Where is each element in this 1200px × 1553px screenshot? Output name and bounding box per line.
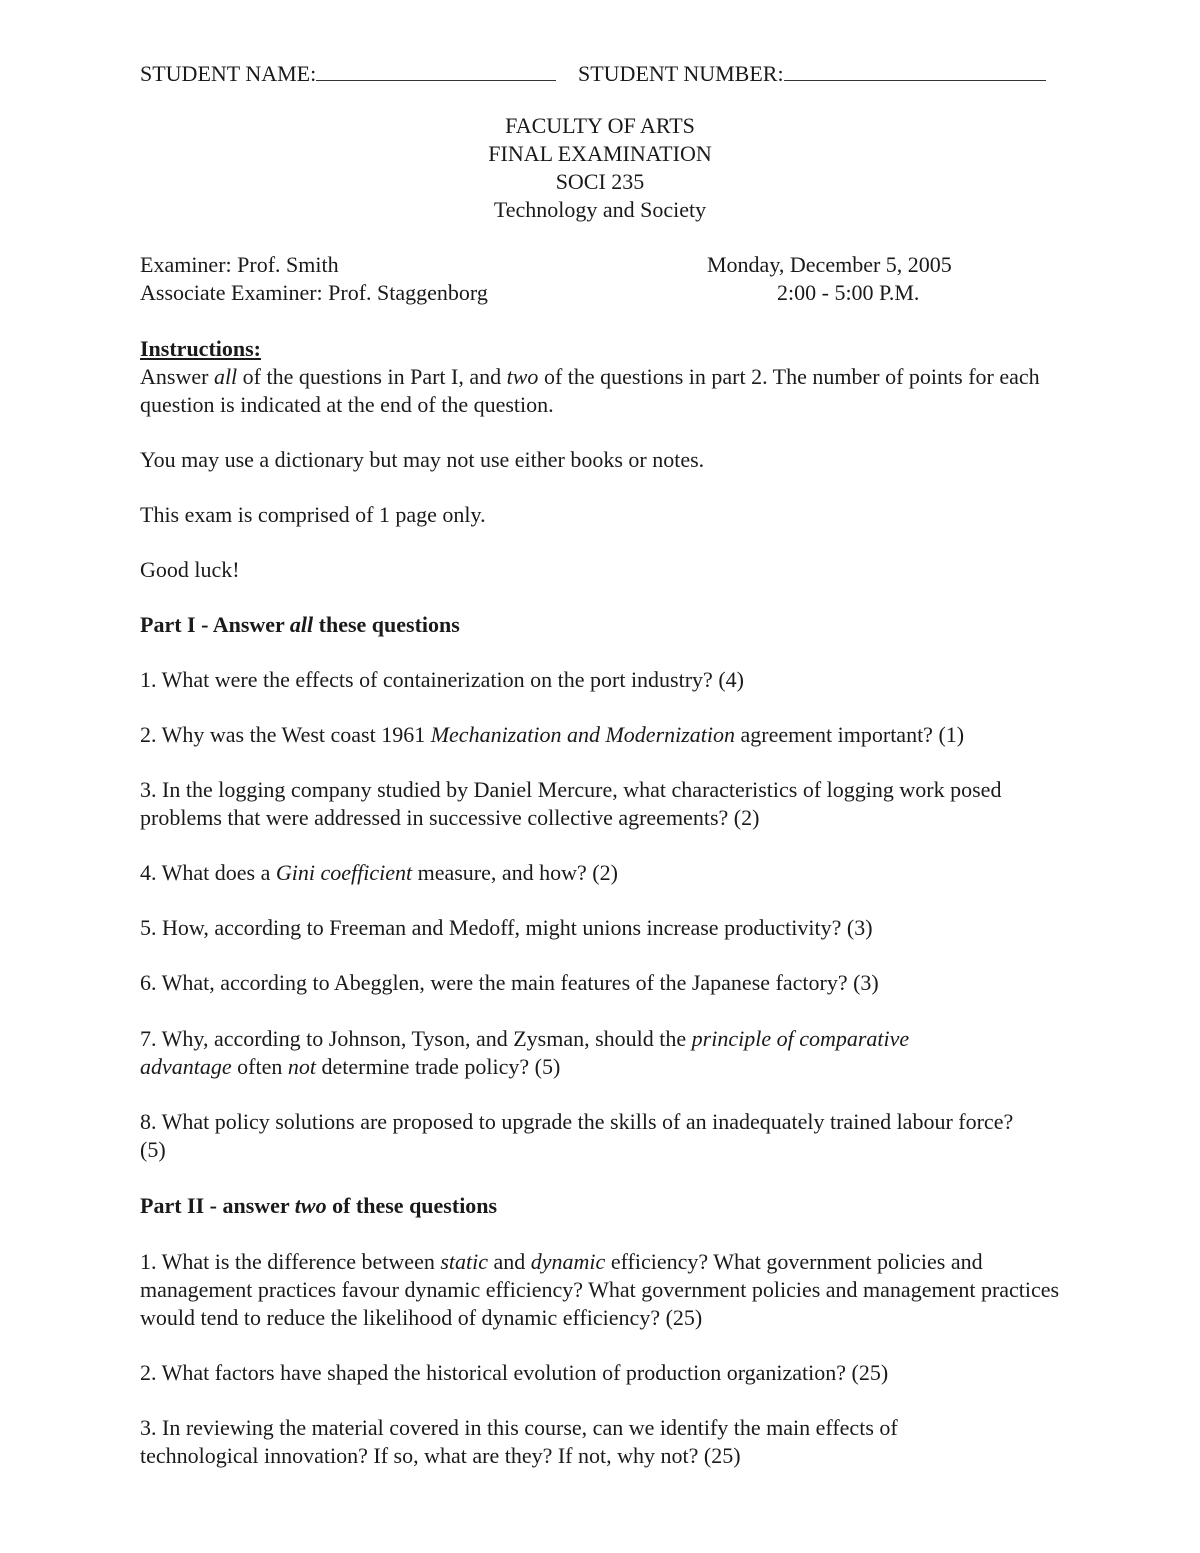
examiner: Examiner: Prof. Smith [140,252,339,277]
text: measure, and how? (2) [412,860,618,885]
part2-heading [140,1192,497,1220]
text: Part I - Answer [140,612,290,637]
course-subject: Technology and Society [493,197,707,222]
emphasis: principle of comparative advantage [140,1026,910,1079]
text: of the questions in Part I, and [237,364,507,389]
student-number-label: STUDENT NUMBER: [578,61,784,86]
text: 1. What is the difference between [140,1249,441,1274]
emphasis: two [506,364,539,389]
emphasis: Mechanization and Modernization [430,722,736,747]
text: these questions [313,612,460,637]
instructions-pages: This exam is comprised of 1 page only. [140,502,486,527]
part1-question-5: 5. How, according to Freeman and Medoff, might unions increase productivity? (3) [140,915,873,940]
text: 7. Why, according to Johnson, Tyson, and Zysman, should the [140,1026,692,1051]
emphasis: all [213,364,238,389]
student-name-label: STUDENT NAME: [140,61,317,86]
student-number-field [578,58,1046,88]
text: and [488,1249,531,1274]
part1-question-4 [140,859,618,887]
part1-question-1: 1. What were the effects of containerization on the port industry? (4) [140,667,744,692]
emphasis: not [287,1054,316,1079]
part1-question-2 [140,721,964,749]
text: efficiency? What government policies and management practices favour dynamic efficiency? What government policies and management practices would tend to reduce the likelihood of dynamic efficiency? (25) [140,1249,1060,1330]
good-luck: Good luck! [140,557,240,582]
emphasis: static [440,1249,489,1274]
text: 4. What does a [140,860,276,885]
instructions-dictionary: You may use a dictionary but may not use either books or notes. [140,447,705,472]
exam-time: 2:00 - 5:00 P.M. [777,280,920,305]
emphasis: dynamic [530,1249,606,1274]
part1-question-8: 8. What policy solutions are proposed to upgrade the skills of an inadequately trained labour force? (5) [140,1109,1014,1162]
student-name-blank[interactable] [316,58,556,81]
part2-question-2: 2. What factors have shaped the historical evolution of production organization? (25) [140,1360,889,1385]
instructions-heading: Instructions: [140,336,262,361]
text: Part II - answer [140,1193,295,1218]
text: often [231,1054,288,1079]
part1-question-6: 6. What, according to Abegglen, were the main features of the Japanese factory? (3) [140,970,879,995]
text: agreement important? (1) [735,722,965,747]
text: Answer [140,364,214,389]
text: of these questions [326,1193,498,1218]
instructions-paragraph [140,363,1070,419]
student-number-blank[interactable] [784,58,1046,81]
part1-question-3: 3. In the logging company studied by Daniel Mercure, what characteristics of logging work posed problems that were addressed in successive collective agreements? (2) [140,777,1002,830]
exam-title: FINAL EXAMINATION [488,141,712,166]
faculty-title: FACULTY OF ARTS [505,113,695,138]
emphasis: two [294,1193,327,1218]
emphasis: Gini coefficient [275,860,413,885]
text: 2. Why was the West coast 1961 [140,722,431,747]
course-code: SOCI 235 [555,169,645,194]
part1-heading [140,611,460,639]
part2-question-1 [140,1248,1060,1332]
emphasis: all [289,612,314,637]
part1-question-7 [140,1025,1000,1081]
student-name-field [140,58,556,88]
exam-date: Monday, December 5, 2005 [707,252,952,277]
associate-examiner: Associate Examiner: Prof. Staggenborg [140,280,488,305]
text: determine trade policy? (5) [315,1054,561,1079]
text: of the questions in part 2. The number of points for each question is indicated at the end of the question. [140,364,1040,417]
part2-question-3: 3. In reviewing the material covered in this course, can we identify the main effects of technological innovation? If so, what are they? If not, why not? (25) [140,1415,898,1468]
